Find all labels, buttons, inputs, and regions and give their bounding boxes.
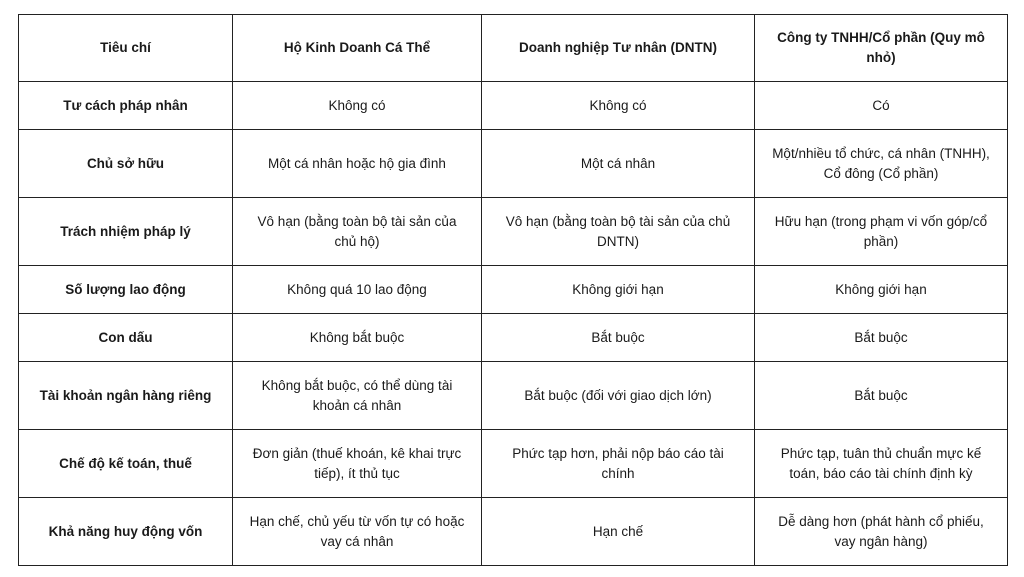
header-company: Công ty TNHH/Cổ phần (Quy mô nhỏ) bbox=[755, 15, 1008, 82]
table-row bbox=[19, 130, 1008, 198]
header-criteria: Tiêu chí bbox=[19, 15, 233, 82]
table-cell: Không có bbox=[482, 82, 755, 130]
table-cell: Bắt buộc (đối với giao dịch lớn) bbox=[482, 362, 755, 430]
row-criterion: Con dấu bbox=[19, 314, 233, 362]
table-row bbox=[19, 362, 1008, 430]
table-row bbox=[19, 430, 1008, 498]
table-cell: Không giới hạn bbox=[482, 266, 755, 314]
table-cell: Hữu hạn (trong phạm vi vốn góp/cổ phần) bbox=[755, 198, 1008, 266]
table-cell: Không quá 10 lao động bbox=[233, 266, 482, 314]
row-criterion: Tài khoản ngân hàng riêng bbox=[19, 362, 233, 430]
row-criterion: Trách nhiệm pháp lý bbox=[19, 198, 233, 266]
table-cell: Một cá nhân hoặc hộ gia đình bbox=[233, 130, 482, 198]
table-row bbox=[19, 82, 1008, 130]
row-criterion: Tư cách pháp nhân bbox=[19, 82, 233, 130]
table-cell: Có bbox=[755, 82, 1008, 130]
table-cell: Dễ dàng hơn (phát hành cổ phiếu, vay ngân hàng) bbox=[755, 498, 1008, 566]
table-row bbox=[19, 266, 1008, 314]
table-cell: Bắt buộc bbox=[755, 362, 1008, 430]
table-cell: Vô hạn (bằng toàn bộ tài sản của chủ DNTN) bbox=[482, 198, 755, 266]
table-cell: Không giới hạn bbox=[755, 266, 1008, 314]
header-private-enterprise: Doanh nghiệp Tư nhân (DNTN) bbox=[482, 15, 755, 82]
table-cell: Không có bbox=[233, 82, 482, 130]
header-row bbox=[19, 15, 1008, 82]
table-row bbox=[19, 198, 1008, 266]
table-cell: Bắt buộc bbox=[482, 314, 755, 362]
header-household-business: Hộ Kinh Doanh Cá Thể bbox=[233, 15, 482, 82]
table-cell: Hạn chế, chủ yếu từ vốn tự có hoặc vay cá nhân bbox=[233, 498, 482, 566]
comparison-table bbox=[18, 14, 1008, 566]
row-criterion: Chủ sở hữu bbox=[19, 130, 233, 198]
table-row bbox=[19, 498, 1008, 566]
row-criterion: Chế độ kế toán, thuế bbox=[19, 430, 233, 498]
table-cell: Hạn chế bbox=[482, 498, 755, 566]
table-cell: Phức tạp hơn, phải nộp báo cáo tài chính bbox=[482, 430, 755, 498]
table-cell: Bắt buộc bbox=[755, 314, 1008, 362]
table-cell: Đơn giản (thuế khoán, kê khai trực tiếp), ít thủ tục bbox=[233, 430, 482, 498]
table-cell: Không bắt buộc bbox=[233, 314, 482, 362]
table-cell: Một cá nhân bbox=[482, 130, 755, 198]
table-cell: Vô hạn (bằng toàn bộ tài sản của chủ hộ) bbox=[233, 198, 482, 266]
table-cell: Một/nhiều tổ chức, cá nhân (TNHH), Cổ đông (Cổ phần) bbox=[755, 130, 1008, 198]
row-criterion: Số lượng lao động bbox=[19, 266, 233, 314]
row-criterion: Khả năng huy động vốn bbox=[19, 498, 233, 566]
table-cell: Không bắt buộc, có thể dùng tài khoản cá nhân bbox=[233, 362, 482, 430]
table-cell: Phức tạp, tuân thủ chuẩn mực kế toán, báo cáo tài chính định kỳ bbox=[755, 430, 1008, 498]
table-row bbox=[19, 314, 1008, 362]
